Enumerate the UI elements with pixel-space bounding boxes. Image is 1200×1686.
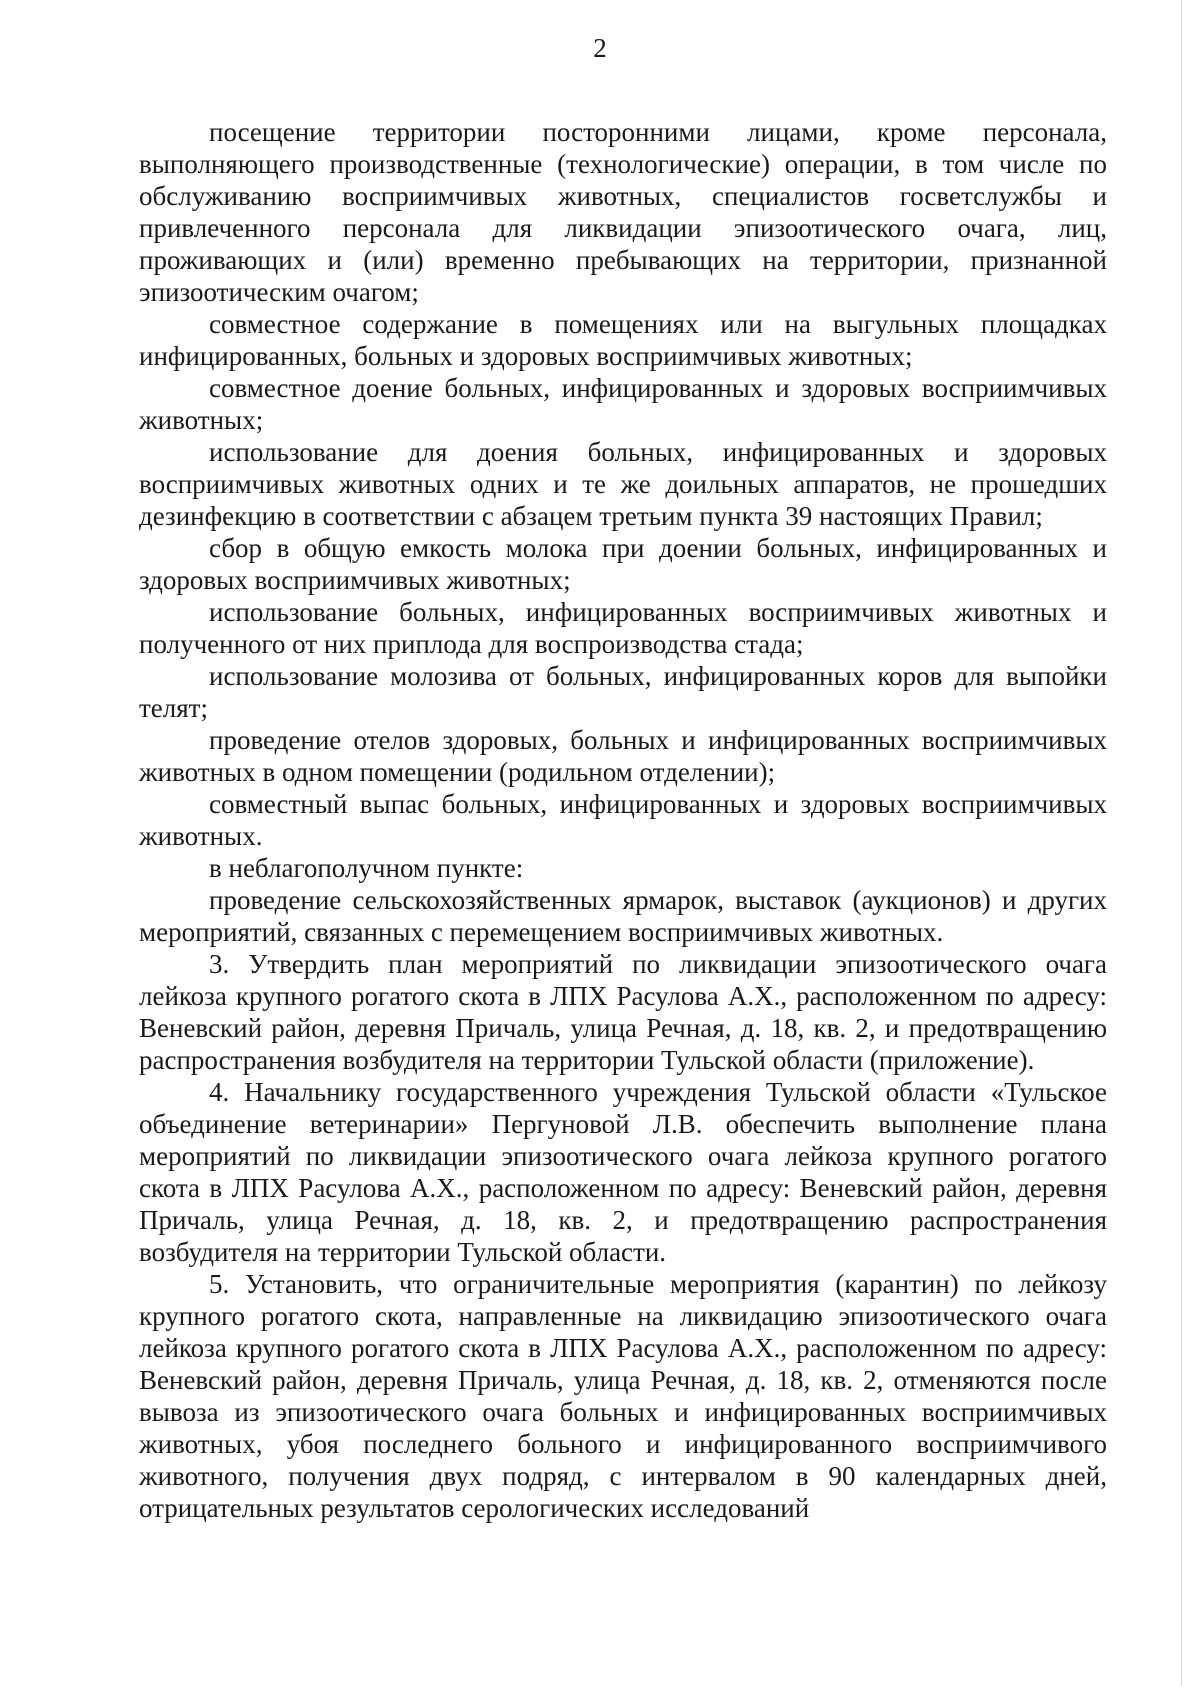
- paragraph-grazing: совместный выпас больных, инфицированных и здоровых восприимчивых животных.: [139, 789, 1107, 851]
- paragraph-reproduction: использование больных, инфицированных восприимчивых животных и полученного от них приплода для воспроизводства стада;: [139, 597, 1107, 659]
- paragraph-item-4: 4. Начальнику государственного учреждения Тульской области «Тульское объединение ветеринарии» Пергуновой Л.В. обеспечить выполнение плана мероприятий по ликвидации эпизоотического очага лейкоза крупного рогатого скота в ЛПХ Расулова А.Х., расположенном по адресу: Веневский район, деревня Причаль, улица Речная, д. 18, кв. 2, и предотвращению распространения возбудителя на территории Тульской области.: [139, 1077, 1107, 1267]
- document-body: [139, 116, 1107, 1524]
- paragraph-fairs: проведение сельскохозяйственных ярмарок, выставок (аукционов) и других мероприятий, связанных с перемещением восприимчивых животных.: [139, 885, 1107, 947]
- paragraph-unfavorable-point-heading: в неблагополучном пункте:: [209, 853, 524, 883]
- paragraph-item-3: 3. Утвердить план мероприятий по ликвидации эпизоотического очага лейкоза крупного рогатого скота в ЛПХ Расулова А.Х., расположенном по адресу: Веневский район, деревня Причаль, улица Речная, д. 18, кв. 2, и предотвращению распространения возбудителя на территории Тульской области (приложение).: [139, 949, 1107, 1075]
- paragraph-milk-collection: сбор в общую емкость молока при доении больных, инфицированных и здоровых восприимчивых животных;: [139, 533, 1107, 595]
- paragraph-joint-milking: совместное доение больных, инфицированных и здоровых восприимчивых животных;: [139, 373, 1107, 435]
- paragraph-visit-restriction: посещение территории посторонними лицами, кроме персонала, выполняющего производственные (технологические) операции, в том числе по обслуживанию восприимчивых животных, специалистов госветслужбы и привлеченного персонала для ликвидации эпизоотического очага, лиц, проживающих и (или) временно пребывающих на территории, признанной эпизоотическим очагом;: [139, 117, 1107, 307]
- paragraph-calving: проведение отелов здоровых, больных и инфицированных восприимчивых животных в одном помещении (родильном отделении);: [139, 725, 1107, 787]
- paragraph-item-5: 5. Установить, что ограничительные мероприятия (карантин) по лейкозу крупного рогатого скота, направленные на ликвидацию эпизоотического очага лейкоза крупного рогатого скота в ЛПХ Расулова А.Х., расположенном по адресу: Веневский район, деревня Причаль, улица Речная, д. 18, кв. 2, отменяются после вывоза из эпизоотического очага больных и инфицированных восприимчивых животных, убоя последнего больного и инфицированного восприимчивого животного, получения двух подряд, с интервалом в 90 календарных дней, отрицательных результатов серологических исследований: [139, 1269, 1107, 1523]
- paragraph-milking-equipment: использование для доения больных, инфицированных и здоровых восприимчивых животных одних и те же доильных аппаратов, не прошедших дезинфекцию в соответствии с абзацем третьим пункта 39 настоящих Правил;: [139, 437, 1107, 531]
- paragraph-joint-keeping: совместное содержание в помещениях или на выгульных площадках инфицированных, больных и здоровых восприимчивых животных;: [139, 309, 1107, 371]
- scan-edge-line: [1181, 0, 1182, 1686]
- page-number: 2: [593, 33, 607, 63]
- paragraph-colostrum: использование молозива от больных, инфицированных коров для выпойки телят;: [139, 661, 1107, 723]
